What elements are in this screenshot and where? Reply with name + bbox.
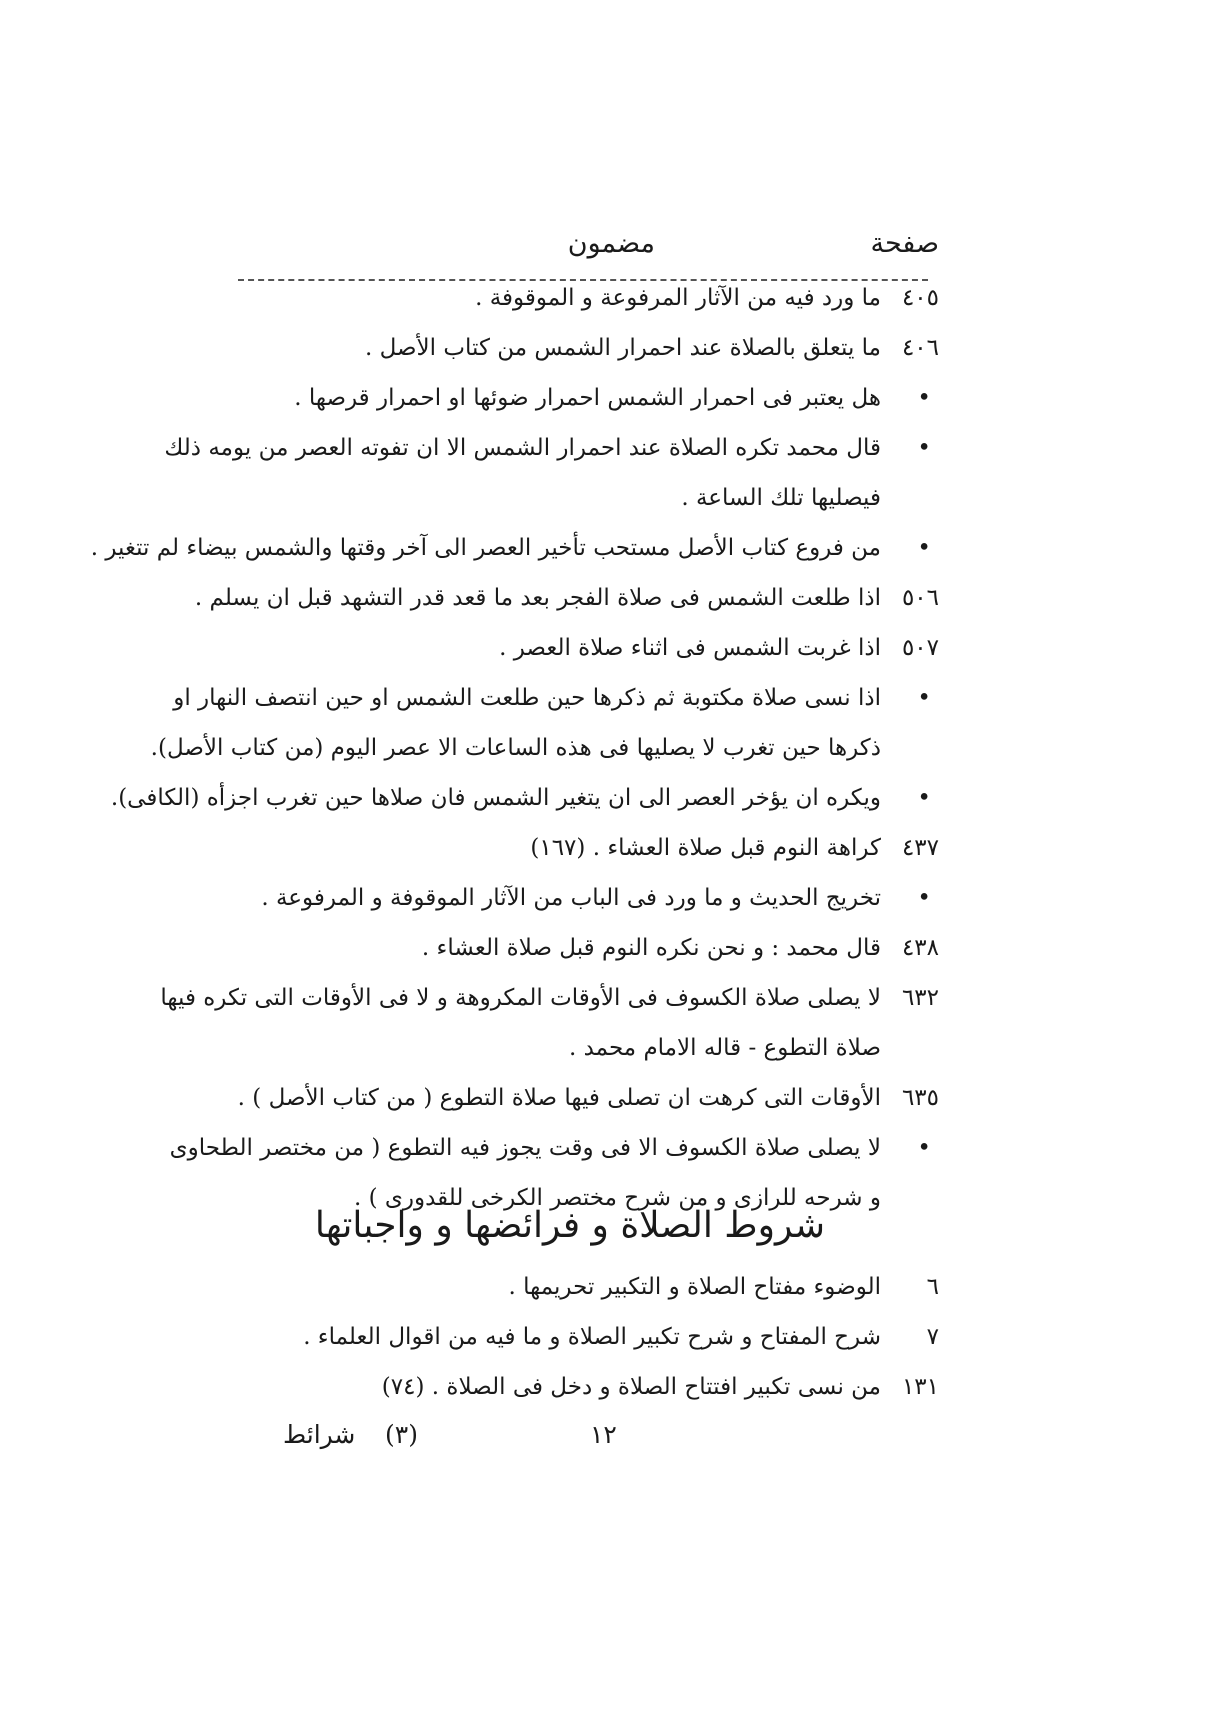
- index-entry-continuation: [681, 473, 939, 523]
- bullet-marker: •: [917, 435, 931, 461]
- index-entry-continuation: [569, 1023, 939, 1073]
- entry-text: من نسى تكبير افتتاح الصلاة و دخل فى الصلاة . (٧٤): [381, 1374, 881, 1400]
- bullet-marker: •: [917, 535, 931, 561]
- index-entry: [530, 823, 939, 873]
- entry-page-number: ٥٠٦: [901, 585, 939, 611]
- entry-text: قال محمد تكره الصلاة عند احمرار الشمس الا ان تفوته العصر من يومه ذلك: [164, 435, 881, 461]
- entry-text: كراهة النوم قبل صلاة العشاء . (١٦٧): [530, 835, 881, 861]
- footer-signature: شرائط: [283, 1420, 356, 1449]
- content-column-header: مضمون: [567, 228, 655, 259]
- entry-page-number: ٤٣٨: [901, 935, 939, 961]
- entry-text: اذا نسى صلاة مكتوبة ثم ذكرها حين طلعت الشمس او حين انتصف النهار او: [173, 685, 881, 711]
- entry-text: لا يصلى صلاة الكسوف الا فى وقت يجوز فيه التطوع ( من مختصر الطحاوى: [169, 1135, 881, 1161]
- index-entry: [160, 973, 939, 1023]
- entry-text: الأوقات التى كرهت ان تصلى فيها صلاة التطوع ( من كتاب الأصل ) .: [237, 1085, 881, 1111]
- entry-text: فيصليها تلك الساعة .: [681, 485, 881, 511]
- entry-text: هل يعتبر فى احمرار الشمس احمرار ضوئها او احمرار قرصها .: [294, 385, 881, 411]
- footer-part-number: (٣): [385, 1420, 418, 1449]
- index-entry: [261, 873, 939, 923]
- index-entry-continuation: [151, 723, 939, 773]
- entry-page-number: ٤٣٧: [901, 835, 939, 861]
- index-entry: [382, 1362, 939, 1412]
- entry-page-number: ١٣١: [901, 1374, 939, 1400]
- entry-text: من فروع كتاب الأصل مستحب تأخير العصر الى آخر وقتها والشمس بيضاء لم تتغير .: [90, 535, 881, 561]
- page-column-header: صفحة: [870, 228, 939, 259]
- index-entry: [294, 373, 939, 423]
- entry-text: تخريج الحديث و ما ورد فى الباب من الآثار الموقوفة و المرفوعة .: [261, 885, 881, 911]
- index-entry: [195, 573, 939, 623]
- entry-text: قال محمد : و نحن نكره النوم قبل صلاة العشاء .: [421, 935, 881, 961]
- entry-text: ذكرها حين تغرب لا يصليها فى هذه الساعات الا عصر اليوم (من كتاب الأصل).: [150, 735, 881, 761]
- entry-text: شرح المفتاح و شرح تكبير الصلاة و ما فيه من اقوال العلماء .: [303, 1324, 881, 1350]
- entry-text: ما ورد فيه من الآثار المرفوعة و الموقوفة .: [475, 285, 881, 311]
- entry-text: الوضوء مفتاح الصلاة و التكبير تحريمها .: [508, 1274, 881, 1300]
- entry-page-number: ٦٣٥: [901, 1085, 939, 1111]
- section-heading: شروط الصلاة و فرائضها و واجباتها: [314, 1205, 825, 1246]
- entry-text: اذا غربت الشمس فى اثناء صلاة العصر .: [499, 635, 881, 661]
- entry-page-number: ٦: [926, 1274, 939, 1300]
- entry-page-number: ٧: [926, 1324, 939, 1350]
- bullet-marker: •: [917, 385, 931, 411]
- index-entry: [475, 273, 939, 323]
- index-entry: [508, 1262, 939, 1312]
- entry-page-number: ٦٣٢: [901, 985, 939, 1011]
- index-entry: [303, 1312, 939, 1362]
- index-entry: [238, 1073, 939, 1123]
- entry-text: صلاة التطوع - قاله الامام محمد .: [568, 1035, 881, 1061]
- index-entry: [91, 523, 939, 573]
- entry-text: و شرحه للرازى و من شرح مختصر الكرخى للقدورى ) .: [353, 1185, 881, 1211]
- index-entry: [164, 423, 939, 473]
- bullet-marker: •: [917, 1135, 931, 1161]
- entry-text: لا يصلى صلاة الكسوف فى الأوقات المكروهة و لا فى الأوقات التى تكره فيها: [160, 985, 881, 1011]
- index-entry: [173, 673, 939, 723]
- bullet-marker: •: [917, 785, 931, 811]
- entry-page-number: ٥٠٧: [901, 635, 939, 661]
- bullet-marker: •: [917, 885, 931, 911]
- index-entry: [499, 623, 939, 673]
- index-entry: [365, 323, 939, 373]
- index-entry: [170, 1123, 939, 1173]
- entry-page-number: ٤٠٦: [901, 335, 939, 361]
- entry-text: ما يتعلق بالصلاة عند احمرار الشمس من كتاب الأصل .: [364, 335, 881, 361]
- entry-text: ويكره ان يؤخر العصر الى ان يتغير الشمس فان صلاها حين تغرب اجزأه (الكافى).: [110, 785, 881, 811]
- footer-page-number: ١٢: [590, 1420, 617, 1449]
- entry-text: اذا طلعت الشمس فى صلاة الفجر بعد ما قعد قدر التشهد قبل ان يسلم .: [194, 585, 881, 611]
- bullet-marker: •: [917, 685, 931, 711]
- index-entry: [422, 923, 939, 973]
- entry-page-number: ٤٠٥: [901, 285, 939, 311]
- index-entry: [111, 773, 939, 823]
